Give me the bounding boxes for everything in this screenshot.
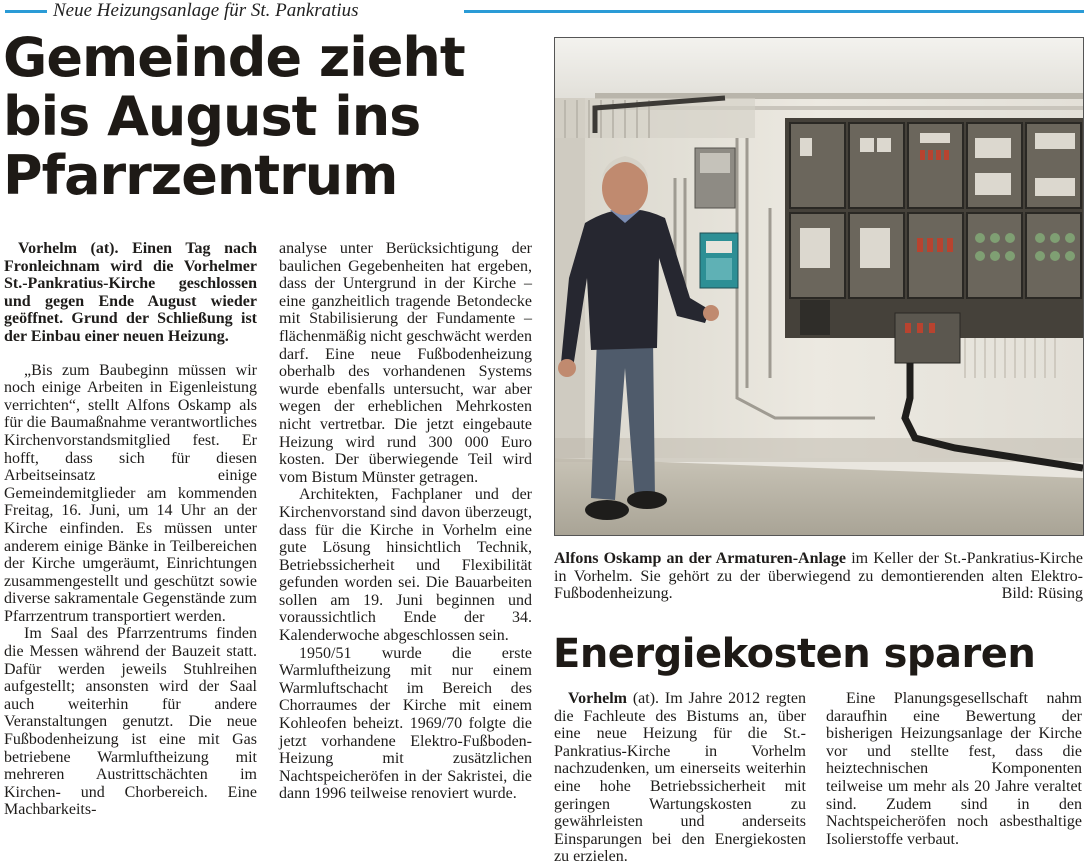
photo-illustration bbox=[555, 38, 1083, 535]
lead-text: Einen Tag nach Fronleichnam wird die Vorhelmer St.-Pankratius-Kirche geschlossen und gegen Ende August wieder geöffnet. Grund der Schließung ist der Einbau einer neuen Heizung. bbox=[4, 240, 257, 345]
article-paragraph-1: „Bis zum Baubeginn müssen wir noch einige Arbeiten in Eigenleistung verrichten“, stellt Alfons Oskamp als für die Baumaßnahme verantwortliches Kirchenvorstandsmitglied fest. Er hofft, dass sich für diesen Arbeitseinsatz einige Gemeindemitglieder am kommenden Freitag, 16. Juni, um 14 Uhr an der Kirche einfinden. Es müssen unter anderem einige Bänke in Teilbereichen der Kirche umgeräumt, Einrichtungen zusammengestellt und geschützt sowie diverse sakramentale Gegenstände zum Pfarrzentrum transportiert werden. bbox=[4, 361, 257, 625]
kicker-rule-right bbox=[464, 10, 1084, 13]
caption-bold: Alfons Oskamp an der Armaturen-Anlage bbox=[554, 550, 847, 567]
secondary-headline: Energiekosten sparen bbox=[553, 631, 1036, 677]
kicker-bar bbox=[0, 0, 1085, 22]
photo-boiler-room bbox=[554, 37, 1084, 536]
article-paragraph-3: analyse unter Berücksichtigung der baulichen Gegebenheiten hat ergeben, dass der Untergrund in der Kirche – eine ganzheitlich tragende Betondecke mit Stabilisierung der Fundamente – flächenmäßig nicht geschwächt werden darf. Eine neue Fußbodenheizung oberhalb des vorhandenen Systems wurde ebenfalls untersucht, war aber wegen der erheblichen Mehrkosten nicht vertretbar. Die jetzt eingebaute Heizung wird rund 300 000 Euro kosten. Der überwiegende Teil wird vom Bistum Münster getragen. bbox=[279, 240, 532, 486]
article2-paragraph-1-text: (at). Im Jahre 2012 regten die Fachleute des Bistums an, über eine neue Heizung für die St.-Pankratius-Kirche in Vorhelm nachzudenken, um einerseits weiterhin eine hohe Betriebssicherheit mit geringen Wartungskosten zu gewährleisten und anderseits Einsparungen bei den Energiekosten zu erzielen. bbox=[554, 690, 807, 866]
article-paragraph-2: Im Saal des Pfarrzentrums finden die Messen während der Bauzeit statt. Dafür werden jeweils Stuhlreihen aufgestellt; ansonsten wird der Saal auch weiterhin für andere Veranstaltungen genutzt. Die neue Fußbodenheizung ist eine mit Gas betriebene Warmluftheizung mit mehreren Austrittschächten im Kirchen- und Chorbereich. Eine Machbarkeits- bbox=[4, 625, 257, 819]
article2-column-2 bbox=[826, 690, 1082, 848]
kicker-rule-left bbox=[5, 10, 47, 13]
kicker-text: Neue Heizungsanlage für St. Pankratius bbox=[53, 0, 359, 21]
article-paragraph-5: 1950/51 wurde die erste Warmluftheizung mit nur einem Warmluftschacht im Bereich des Chorraumes der Kirche mit einem Kohleofen beheizt. 1969/70 folgte die jetzt vorhandene Elektro-Fußboden-Heizung mit zusätzlichen Nachtspeicheröfen in der Sakristei, die dann 1996 teilweise renoviert wurde. bbox=[279, 644, 532, 803]
article-paragraph-4: Architekten, Fachplaner und der Kirchenvorstand sind davon überzeugt, dass für die Kirche in Vorhelm eine gute Lösung hinsichtlich Technik, Betriebssicherheit und Flexibilität gefunden worden sei. Die Bauarbeiten sollen am 19. Juni beginnen und voraussichtlich Ende der 34. Kalenderwoche abgeschlossen sein. bbox=[279, 486, 532, 645]
article2-paragraph-1 bbox=[554, 690, 806, 866]
photo-caption bbox=[554, 550, 1083, 603]
caption-text: im Keller der St.-Pankratius-Kirche in Vorhelm. Sie gehört zu der überwiegend zu demontierenden alten Elektro-Fußbodenheizung. bbox=[554, 550, 1084, 603]
article2-paragraph-2: Eine Planungsgesellschaft nahm daraufhin eine Bewertung der bisherigen Heizungsanlage der Kirche vor und stellte fest, dass die heiztechnischen Komponenten teilweise um mehr als 20 Jahre veraltet sind. Zudem sind in den Nachtspeicheröfen noch asbesthaltige Isolierstoffe verbaut. bbox=[826, 690, 1082, 848]
lead-dateline: Vorhelm (at). bbox=[18, 240, 119, 257]
main-headline: Gemeinde zieht bis August ins Pfarrzentrum bbox=[3, 26, 465, 207]
photo-credit: Bild: Rüsing bbox=[1001, 585, 1083, 603]
article-column-2 bbox=[279, 240, 532, 803]
article-lead bbox=[4, 240, 257, 346]
article2-column-1 bbox=[554, 690, 806, 866]
article-column-1 bbox=[4, 240, 257, 819]
article2-dateline: Vorhelm bbox=[568, 690, 627, 707]
